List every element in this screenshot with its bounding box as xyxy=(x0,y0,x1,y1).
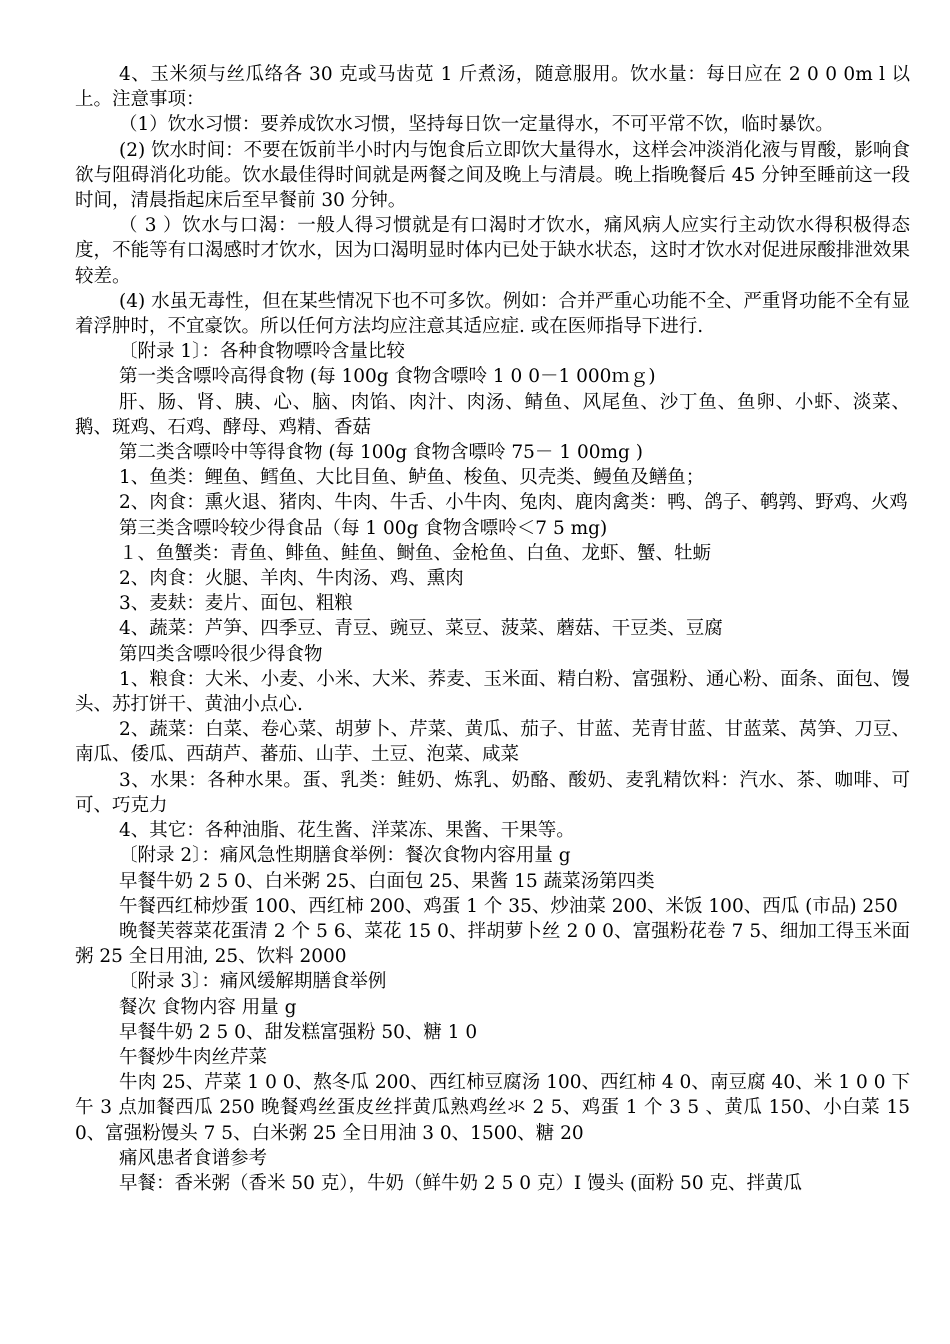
category-2-meat: 2、肉食：熏火退、猪肉、牛肉、牛舌、小牛肉、兔肉、鹿肉禽类：鸭、鸽子、鹌鹑、野鸡、火鸡 xyxy=(119,492,908,514)
category-4-grains: 1、粮食：大米、小麦、小米、大米、荞麦、玉米面、精白粉、富强粉、通心粉、面条、面包、馒头、苏打饼干、黄油小点心. xyxy=(75,668,910,716)
category-3-bran: 3、麦麸：麦片、面包、粗粮 xyxy=(119,593,353,615)
paragraph-no-overdrinking: (4) 水虽无毒性，但在某些情况下也不可多饮。例如：合并严重心功能不全、严重肾功能不全有显着浮肿时，不宜豪饮。所以任何方法均应注意其适应症. 或在医师指导下进行. xyxy=(75,290,910,338)
category-1-foods: 肝、肠、肾、胰、心、脑、肉馅、肉汁、肉汤、鲭鱼、风尾鱼、沙丁鱼、鱼卵、小虾、淡菜、鹅、斑鸡、石鸡、酵母、鸡精、香菇 xyxy=(75,391,910,438)
category-4-vegetables: 2、蔬菜：白菜、卷心菜、胡萝卜、芹菜、黄瓜、茄子、甘蓝、芜青甘蓝、甘蓝菜、莴笋、刀豆、南瓜、倭瓜、西葫芦、蕃茄、山芋、土豆、泡菜、咸菜 xyxy=(75,719,910,766)
recipe-reference-heading: 痛风患者食谱参考 xyxy=(119,1147,268,1169)
appendix-3-columns: 餐次 食物内容 用量 g xyxy=(119,996,297,1018)
appendix-3-heading: 〔附录 3〕：痛风缓解期膳食举例 xyxy=(119,971,387,993)
category-1-heading: 第一类含嘌呤高得食物 (每 100g 食物含嘌呤 1 0 0－1 000ｍｇ) xyxy=(119,366,656,388)
appendix-2-lunch: 午餐西红柿炒蛋 100、西红柿 200、鸡蛋 1 个 35、炒油菜 200、米饭 100、西瓜 (市品) 250 xyxy=(119,895,898,917)
paragraph-drinking-habit: （1）饮水习惯：要养成饮水习惯，坚持每日饮一定量得水，不可平常不饮，临时暴饮。 xyxy=(119,114,834,136)
appendix-2-heading: 〔附录 2〕：痛风急性期膳食举例：餐次食物内容用量 g xyxy=(119,845,571,867)
category-2-fish: 1、鱼类：鲤鱼、鳕鱼、大比目鱼、鲈鱼、梭鱼、贝壳类、鳗鱼及鳝鱼； xyxy=(119,467,705,489)
paragraph-corn-silk-soup: 4、玉米须与丝瓜络各 30 克或马齿苋 1 斤煮汤，随意服用。饮水量：每日应在 2 0 0 0m l 以上。注意事项： xyxy=(75,64,910,111)
appendix-2-breakfast: 早餐牛奶 2 5 0、白米粥 25、白面包 25、果酱 15 蔬菜汤第四类 xyxy=(119,870,655,892)
appendix-1-heading: 〔附录 1〕：各种食物嘌呤含量比较 xyxy=(119,341,405,363)
appendix-3-lunch: 午餐炒牛肉丝芹菜 xyxy=(119,1046,268,1068)
category-3-vegetables: 4、蔬菜：芦笋、四季豆、青豆、豌豆、菜豆、菠菜、蘑菇、干豆类、豆腐 xyxy=(119,618,723,640)
paragraph-drinking-time: (2) 饮水时间：不要在饭前半小时内与饱食后立即饮大量得水，这样会冲淡消化液与胃酸，影响食欲与阻碍消化功能。饮水最佳得时间就是两餐之间及晚上与清晨。晚上指晚餐后 45 分钟至睡前这一段时间，清晨指起床后至早餐前 30 分钟。 xyxy=(75,139,910,212)
recipe-breakfast: 早餐：香米粥（香米 50 克），牛奶（鲜牛奶 2 5 0 克）I 馒头 (面粉 50 克、拌黄瓜 xyxy=(119,1172,802,1194)
category-4-fruit: 3、水果：各种水果。蛋、乳类：鲑奶、炼乳、奶酪、酸奶、麦乳精饮料：汽水、茶、咖啡、可可、巧克力 xyxy=(75,769,910,816)
category-4-other: 4、其它：各种油脂、花生酱、洋菜冻、果酱、干果等。 xyxy=(119,820,575,842)
paragraph-drinking-thirst: （ 3 ）饮水与口渴：一般人得习惯就是有口渴时才饮水，痛风病人应实行主动饮水得积极得态度，不能等有口渴感时才饮水，因为口渴明显时体内已处于缺水状态，这时才饮水对促进尿酸排泄效果较差。 xyxy=(75,215,910,287)
category-2-heading: 第二类含嘌呤中等得食物 (每 100g 食物含嘌呤 75－ 1 00mg ) xyxy=(119,442,643,464)
category-4-heading: 第四类含嘌呤很少得食物 xyxy=(119,643,323,665)
appendix-2-dinner: 晚餐芙蓉菜花蛋清 2 个 5 6、菜花 15 0、拌胡萝卜丝 2 0 0、富强粉花卷 7 5、细加工得玉米面粥 25 全日用油, 25、饮料 2000 xyxy=(75,920,910,968)
category-3-meat: 2、肉食：火腿、羊肉、牛肉汤、鸡、熏肉 xyxy=(119,568,464,590)
category-3-fish-crab: １、鱼蟹类：青鱼、鲱鱼、鲑鱼、鲥鱼、金枪鱼、白鱼、龙虾、蟹、牡蛎 xyxy=(119,542,712,564)
appendix-3-breakfast: 早餐牛奶 2 5 0、甜发糕富强粉 50、糖 1 0 xyxy=(119,1021,478,1043)
category-3-heading: 第三类含嘌呤较少得食品（每 1 00g 食物含嘌呤＜7 5 mg) xyxy=(119,517,608,539)
appendix-3-details: 牛肉 25、芹菜 1 0 0、熬冬瓜 200、西红柿豆腐汤 100、西红柿 4 0、南豆腐 40、米 1 0 0 下午 3 点加餐西瓜 250 晚餐鸡丝蛋皮丝拌黄瓜熟鸡丝氺 2 5、鸡蛋 1 个 3 5 、黄瓜 150、小白菜 150、富强粉馒头 7 5、白米粥 25 全日用油 3 0、1500、糖 20 xyxy=(75,1072,910,1144)
